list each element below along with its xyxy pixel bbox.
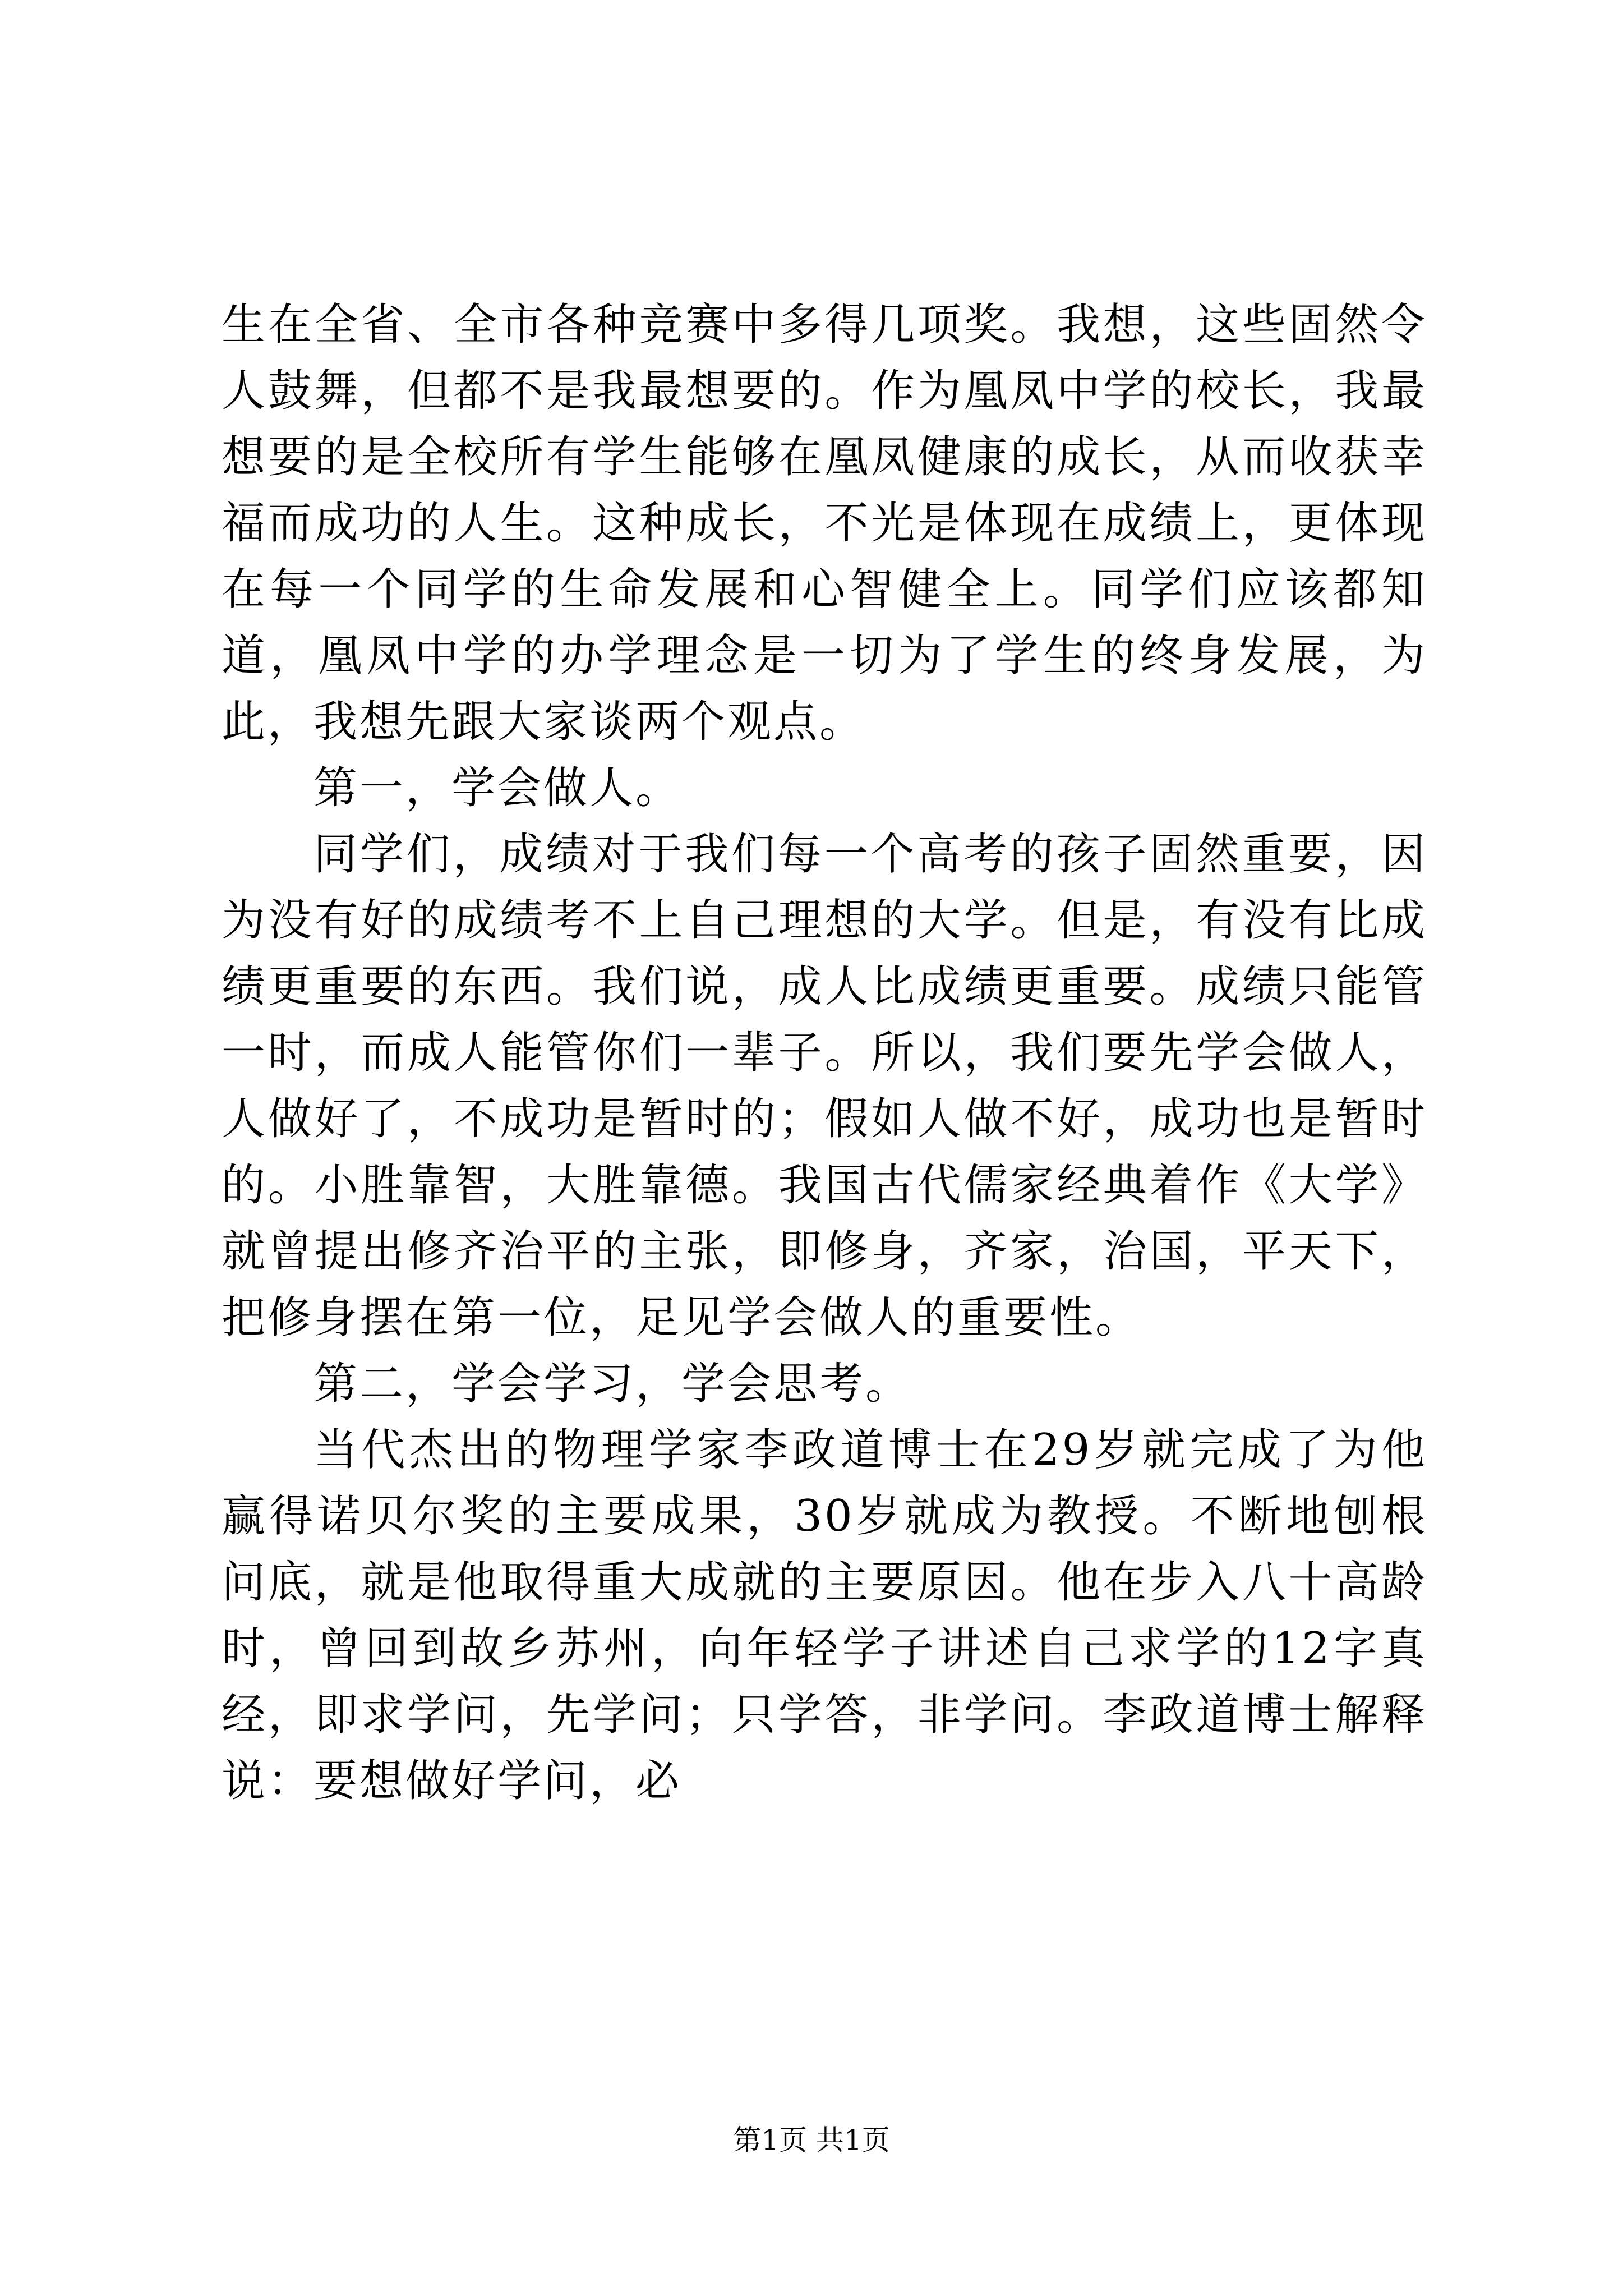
paragraph-2-heading: 第一，学会做人。 bbox=[313, 763, 682, 813]
paragraph-5: 当代杰出的物理学家李政道博士在29岁就完成了为他赢得诺贝尔奖的主要成果，30岁就成为教授。不断地刨根问底，就是他取得重大成就的主要原因。他在步入八十高龄时，曾回到故乡苏州，向年轻学子讲述自己求学的12字真经，即求学问，先学问；只学答，非学问。李政道博士解释说：要想做好学问，必 bbox=[222, 1425, 1427, 1806]
paragraph-1: 生在全省、全市各种竞赛中多得几项奖。我想，这些固然令人鼓舞，但都不是我最想要的。作为凰凤中学的校长，我最想要的是全校所有学生能够在凰凤健康的成长，从而收获幸福而成功的人生。这种成长，不光是体现在成绩上，更体现在每一个同学的生命发展和心智健全上。同学们应该都知道，凰凤中学的办学理念是一切为了学生的终身发展，为此，我想先跟大家谈两个观点。 bbox=[222, 300, 1427, 747]
paragraph-3: 同学们，成绩对于我们每一个高考的孩子固然重要，因为没有好的成绩考不上自己理想的大学。但是，有没有比成绩更重要的东西。我们说，成人比成绩更重要。成绩只能管一时，而成人能管你们一辈子。所以，我们要先学会做人，人做好了，不成功是暂时的；假如人做不好，成功也是暂时的。小胜靠智，大胜靠德。我国古代儒家经典着作《大学》就曾提出修齐治平的主张，即修身，齐家，治国，平天下，把修身摆在第一位，足见学会做人的重要性。 bbox=[222, 829, 1427, 1343]
body-text bbox=[222, 292, 1427, 1814]
paragraph-4-heading: 第二，学会学习，学会思考。 bbox=[313, 1359, 912, 1409]
page-footer: 第1页 共1页 bbox=[733, 2124, 890, 2156]
